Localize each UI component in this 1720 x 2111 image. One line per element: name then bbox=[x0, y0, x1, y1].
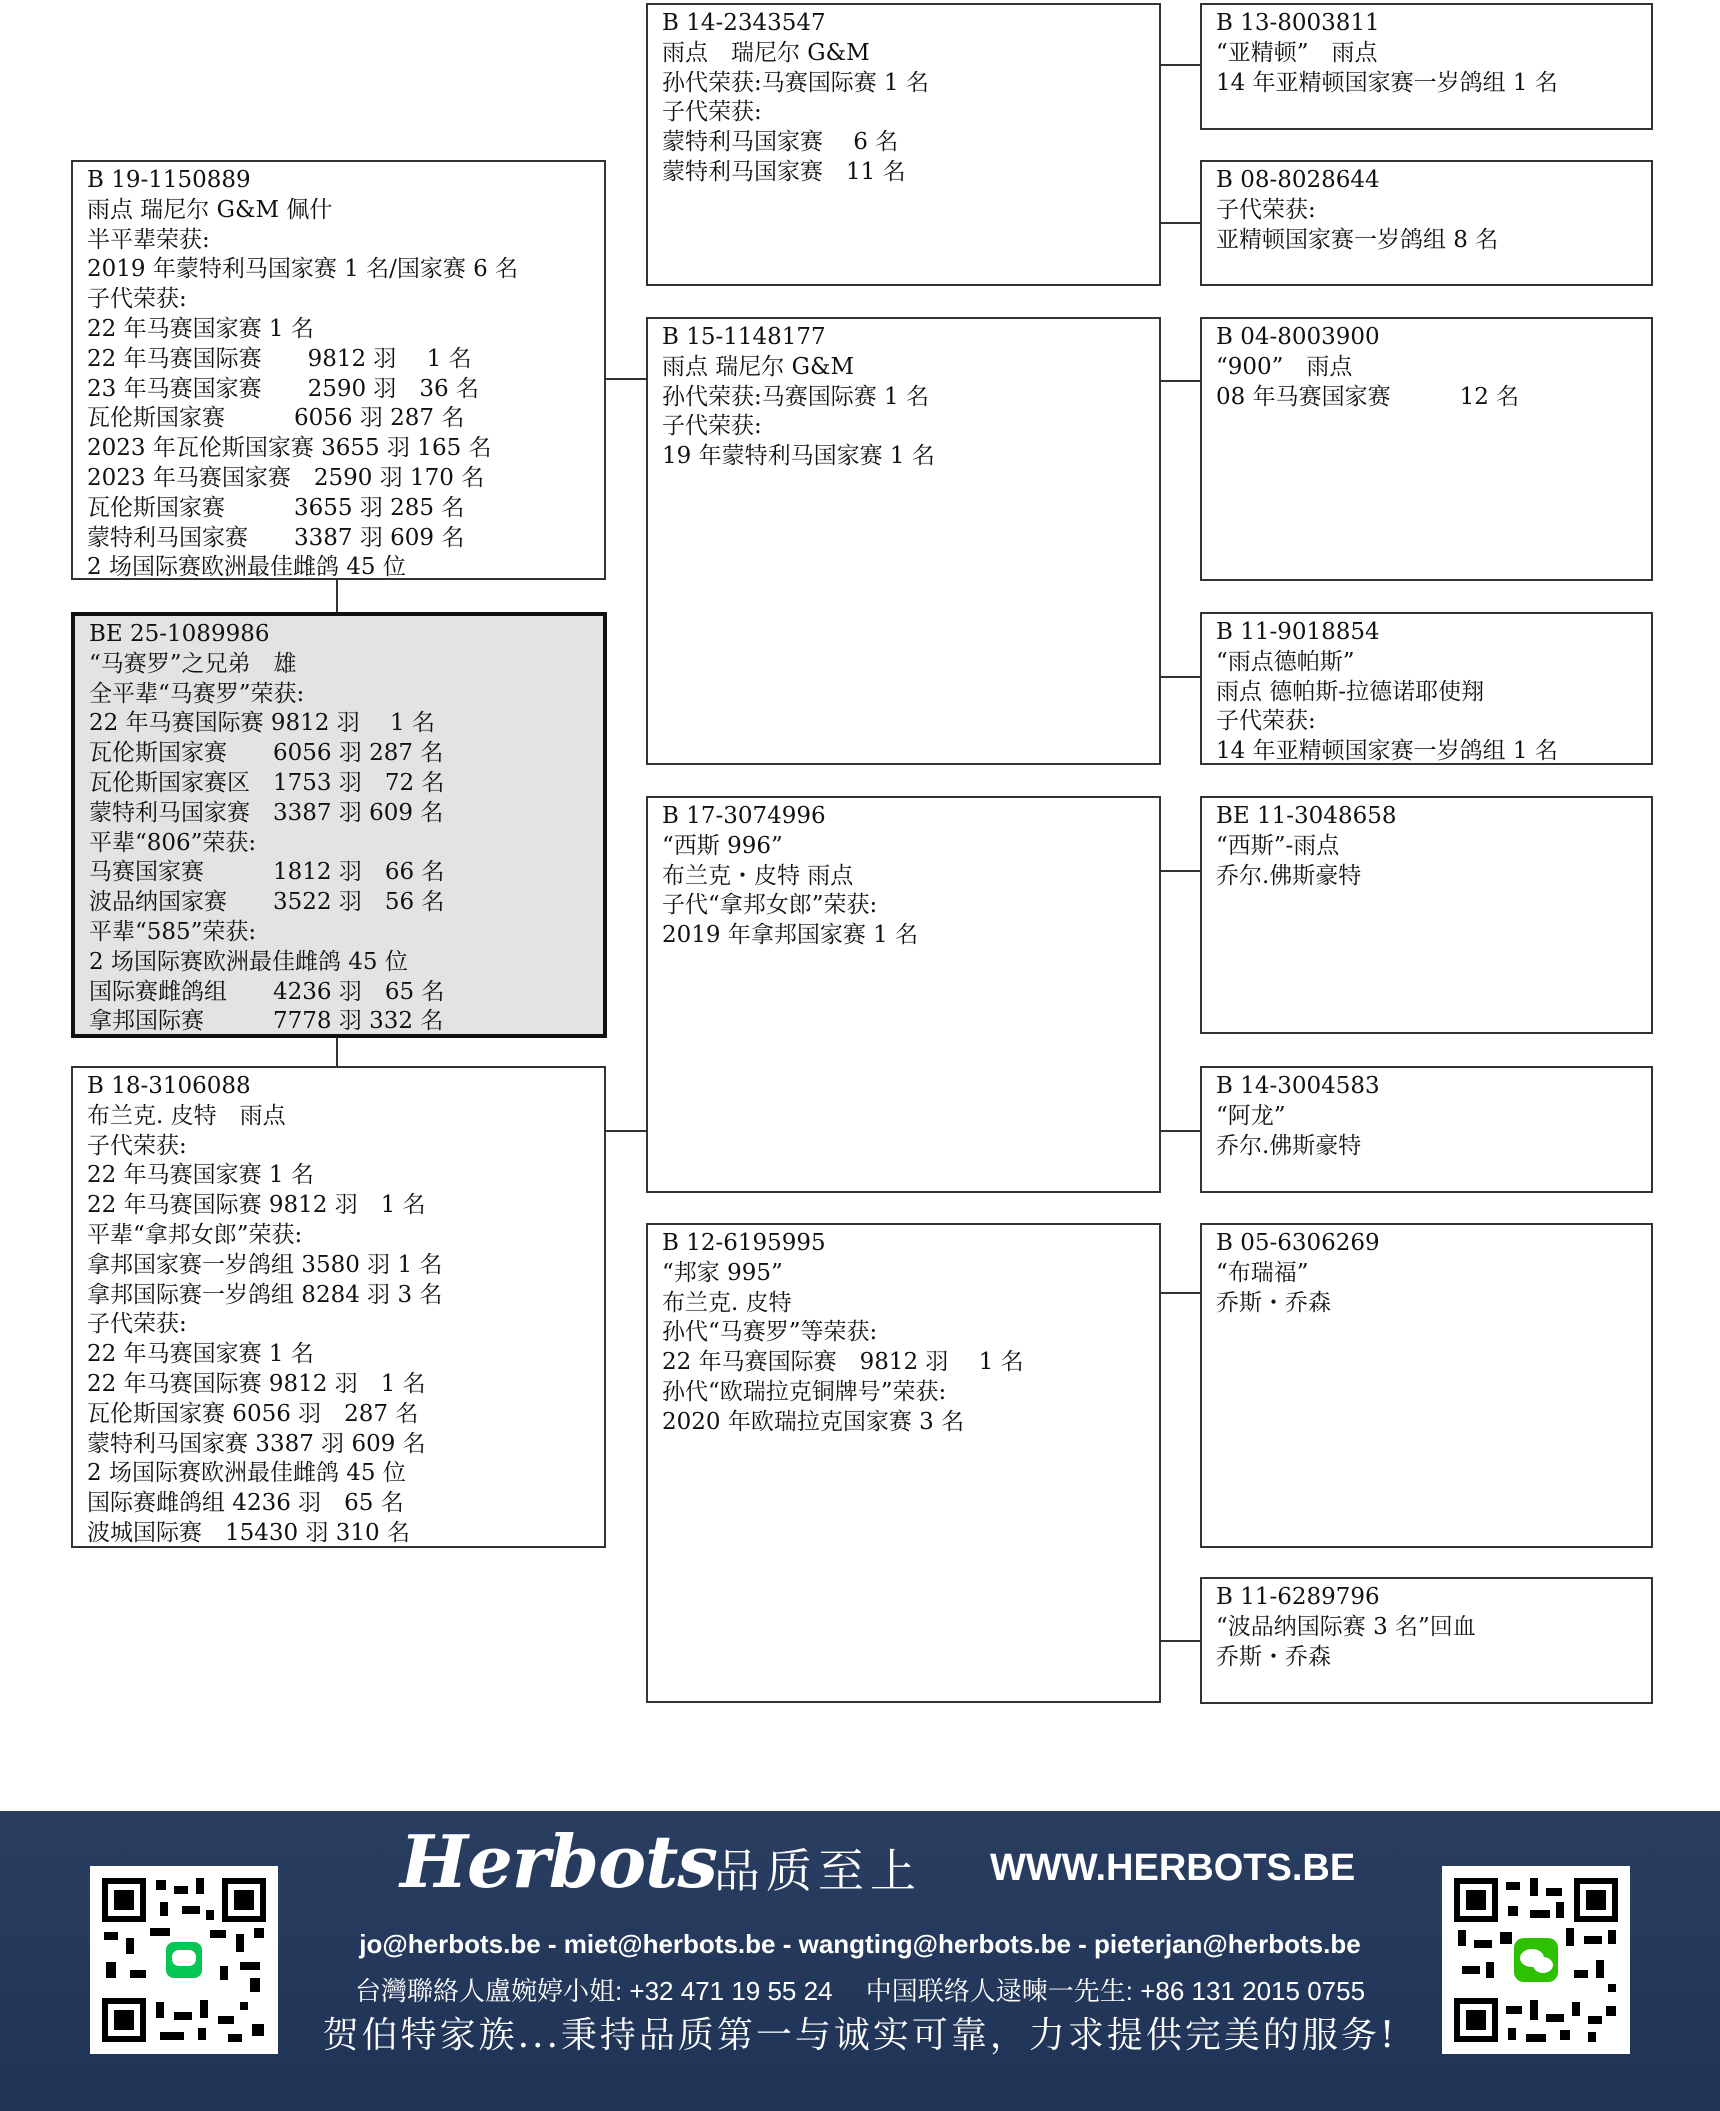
connector bbox=[1160, 676, 1202, 678]
sdd-line: B 11-9018854 bbox=[1216, 619, 1380, 645]
sire-line: 半平辈荣获: bbox=[87, 226, 210, 253]
sire-line: 2019 年蒙特利马国家赛 1 名/国家赛 6 名 bbox=[87, 256, 519, 283]
ddd-line: “波品纳国际赛 3 名”回血 bbox=[1216, 1613, 1476, 1640]
connector bbox=[1160, 222, 1202, 224]
website-link[interactable]: WWW.HERBOTS.BE bbox=[990, 1847, 1356, 1889]
sire-line: 子代荣获: bbox=[87, 286, 187, 313]
ssd-line: 子代荣获: bbox=[1216, 196, 1316, 223]
dam-sire-line: 2019 年拿邦国家赛 1 名 bbox=[662, 922, 919, 949]
sdd-line: 14 年亚精顿国家赛一岁鸽组 1 名 bbox=[1216, 738, 1558, 765]
sire-dam-line: 子代荣获: bbox=[662, 413, 762, 440]
qr-code-image bbox=[1442, 1866, 1630, 2054]
sire-dam-line: 孙代荣获:马赛国际赛 1 名 bbox=[662, 383, 930, 410]
sire-line: 22 年马赛国家赛 1 名 bbox=[87, 315, 314, 342]
sire-dam-line: 雨点 瑞尼尔 G&M bbox=[662, 353, 855, 380]
dam-dam-line: 22 年马赛国际赛 9812 羽 1 名 bbox=[662, 1349, 1024, 1376]
sire-sire-line: 蒙特利马国家赛 11 名 bbox=[662, 158, 906, 185]
connector bbox=[1160, 1292, 1202, 1294]
dam-sire-line: B 17-3074996 bbox=[662, 803, 826, 829]
dam-sire-line: 子代“拿邦女郎”荣获: bbox=[662, 892, 878, 919]
ddd-line: B 11-6289796 bbox=[1216, 1584, 1380, 1610]
sire-line: 瓦伦斯国家赛 3655 羽 285 名 bbox=[87, 494, 465, 521]
dam-line: 22 年马赛国家赛 1 名 bbox=[87, 1162, 314, 1189]
dam-line: B 18-3106088 bbox=[87, 1073, 251, 1099]
sire-line: 22 年马赛国际赛 9812 羽 1 名 bbox=[87, 345, 472, 372]
sire-line: 2 场国际赛欧洲最佳雌鸽 45 位 bbox=[87, 554, 406, 580]
footer-motto: 贺伯特家族...秉持品质第一与诚实可靠，力求提供完美的服务! bbox=[322, 2015, 1398, 2056]
connector bbox=[1160, 1640, 1202, 1642]
dam-line: 平辈“拿邦女郎”荣获: bbox=[87, 1221, 303, 1248]
ddd-line: 乔斯・乔森 bbox=[1216, 1643, 1331, 1670]
sire-sire-line: 孙代荣获:马赛国际赛 1 名 bbox=[662, 69, 930, 96]
dam-dam-box bbox=[646, 1223, 1161, 1703]
dam-line: 子代荣获: bbox=[87, 1311, 187, 1338]
sds-line: “900” 雨点 bbox=[1216, 353, 1353, 380]
connector bbox=[1160, 870, 1202, 872]
dam-line: 2 场国际赛欧洲最佳雌鸽 45 位 bbox=[87, 1460, 406, 1487]
brand-slogan: 品质至上 bbox=[714, 1844, 922, 1898]
dam-sire-line: 布兰克・皮特 雨点 bbox=[662, 862, 854, 889]
subject-line: 平辈“585”荣获: bbox=[89, 918, 257, 945]
dsd-box bbox=[1200, 1066, 1653, 1193]
subject-line: 2 场国际赛欧洲最佳雌鸽 45 位 bbox=[89, 948, 408, 975]
sds-line: 08 年马赛国家赛 12 名 bbox=[1216, 383, 1520, 410]
ddd-box bbox=[1200, 1577, 1653, 1704]
sdd-box bbox=[1200, 612, 1653, 765]
dds-line: B 05-6306269 bbox=[1216, 1230, 1380, 1256]
dam-dam-line: “邦家 995” bbox=[662, 1259, 783, 1286]
dam-line: 波城国际赛 15430 羽 310 名 bbox=[87, 1519, 410, 1546]
ssd-line: 亚精顿国家赛一岁鸽组 8 名 bbox=[1216, 226, 1499, 253]
dds-line: 乔斯・乔森 bbox=[1216, 1289, 1331, 1316]
dam-dam-line: 布兰克. 皮特 bbox=[662, 1289, 792, 1316]
sire-sire-line: 子代荣获: bbox=[662, 99, 762, 126]
footer-banner bbox=[0, 1811, 1720, 2111]
dam-line: 蒙特利马国家赛 3387 羽 609 名 bbox=[87, 1430, 426, 1457]
subject-line: 波品纳国家赛 3522 羽 56 名 bbox=[89, 889, 445, 916]
dsd-line: “阿龙” bbox=[1216, 1102, 1286, 1129]
dam-dam-line: 2020 年欧瑞拉克国家赛 3 名 bbox=[662, 1408, 965, 1435]
wechat-qr-code[interactable] bbox=[1442, 1866, 1630, 2054]
dam-dam-line: B 12-6195995 bbox=[662, 1230, 826, 1256]
dds-box bbox=[1200, 1223, 1653, 1548]
connector bbox=[1160, 1130, 1202, 1132]
sire-line: B 19-1150889 bbox=[87, 167, 251, 193]
subject-line: 蒙特利马国家赛 3387 羽 609 名 bbox=[89, 799, 444, 826]
dam-line: 布兰克. 皮特 雨点 bbox=[87, 1102, 286, 1129]
dam-dam-line: 孙代“欧瑞拉克铜牌号”荣获: bbox=[662, 1378, 947, 1405]
sire-dam-box bbox=[646, 317, 1161, 765]
subject-line: BE 25-1089986 bbox=[89, 621, 270, 647]
sds-box bbox=[1200, 317, 1653, 581]
connector bbox=[336, 1036, 338, 1068]
subject-line: 拿邦国际赛 7778 羽 332 名 bbox=[89, 1008, 444, 1035]
dam-dam-line: 孙代“马赛罗”等荣获: bbox=[662, 1319, 878, 1346]
sire-line: 蒙特利马国家赛 3387 羽 609 名 bbox=[87, 524, 465, 551]
subject-line: 国际赛雌鸽组 4236 羽 65 名 bbox=[89, 978, 445, 1005]
dds-line: “布瑞福” bbox=[1216, 1259, 1309, 1286]
dam-box bbox=[71, 1066, 606, 1548]
sdd-line: 雨点 德帕斯-拉德诺耶使翔 bbox=[1216, 678, 1485, 705]
sire-sire-line: B 14-2343547 bbox=[662, 10, 826, 36]
dam-line: 拿邦国家赛一岁鸽组 3580 羽 1 名 bbox=[87, 1251, 443, 1278]
dsd-line: B 14-3004583 bbox=[1216, 1073, 1380, 1099]
sss-box bbox=[1200, 3, 1653, 130]
connector bbox=[336, 580, 338, 614]
sdd-line: 子代荣获: bbox=[1216, 708, 1316, 735]
subject-line: 22 年马赛国际赛 9812 羽 1 名 bbox=[89, 710, 435, 737]
connector bbox=[1160, 64, 1202, 66]
sire-line: 2023 年瓦伦斯国家赛 3655 羽 165 名 bbox=[87, 435, 492, 462]
dsd-line: 乔尔.佛斯豪特 bbox=[1216, 1132, 1362, 1159]
connector bbox=[605, 378, 647, 380]
contact-numbers: 台灣聯絡人盧婉婷小姐: +32 471 19 55 24 中国联络人逯暕一先生: +86 131 2015 0755 bbox=[354, 1976, 1366, 2006]
sire-line: 2023 年马赛国家赛 2590 羽 170 名 bbox=[87, 464, 485, 491]
email-list[interactable]: jo@herbots.be - miet@herbots.be - wangting@herbots.be - pieterjan@herbots.be bbox=[359, 1929, 1361, 1959]
dam-line: 22 年马赛国际赛 9812 羽 1 名 bbox=[87, 1192, 426, 1219]
sire-line: 瓦伦斯国家赛 6056 羽 287 名 bbox=[87, 405, 465, 432]
dam-line: 瓦伦斯国家赛 6056 羽 287 名 bbox=[87, 1400, 419, 1427]
sire-dam-line: B 15-1148177 bbox=[662, 324, 826, 350]
ssd-line: B 08-8028644 bbox=[1216, 167, 1380, 193]
sds-line: B 04-8003900 bbox=[1216, 324, 1380, 350]
subject-line: 瓦伦斯国家赛 6056 羽 287 名 bbox=[89, 740, 444, 767]
ssd-box bbox=[1200, 160, 1653, 286]
sss-line: 14 年亚精顿国家赛一岁鸽组 1 名 bbox=[1216, 69, 1558, 96]
connector bbox=[1160, 380, 1202, 382]
sire-sire-box bbox=[646, 3, 1161, 286]
subject-line: 平辈“806”荣获: bbox=[89, 829, 257, 856]
dam-line: 子代荣获: bbox=[87, 1132, 187, 1159]
sire-box bbox=[71, 160, 606, 580]
subject-box bbox=[71, 612, 607, 1038]
dss-line: “西斯”-雨点 bbox=[1216, 832, 1340, 859]
subject-line: 瓦伦斯国家赛区 1753 羽 72 名 bbox=[89, 769, 445, 796]
sss-line: “亚精顿” 雨点 bbox=[1216, 39, 1378, 66]
dss-line: BE 11-3048658 bbox=[1216, 803, 1397, 829]
sire-dam-line: 19 年蒙特利马国家赛 1 名 bbox=[662, 443, 935, 470]
sss-line: B 13-8003811 bbox=[1216, 10, 1380, 36]
sire-line: 23 年马赛国家赛 2590 羽 36 名 bbox=[87, 375, 479, 402]
sire-sire-line: 雨点 瑞尼尔 G&M bbox=[662, 39, 870, 66]
dss-line: 乔尔.佛斯豪特 bbox=[1216, 862, 1362, 889]
dam-line: 22 年马赛国际赛 9812 羽 1 名 bbox=[87, 1370, 426, 1397]
sdd-line: “雨点德帕斯” bbox=[1216, 648, 1355, 675]
subject-line: “马赛罗”之兄弟 雄 bbox=[89, 650, 297, 677]
dam-sire-line: “西斯 996” bbox=[662, 832, 783, 859]
subject-line: 全平辈“马赛罗”荣获: bbox=[89, 680, 305, 707]
sire-line: 雨点 瑞尼尔 G&M 佩什 bbox=[87, 196, 333, 223]
dam-line: 拿邦国际赛一岁鸽组 8284 羽 3 名 bbox=[87, 1281, 443, 1308]
subject-line: 马赛国家赛 1812 羽 66 名 bbox=[89, 859, 445, 886]
connector bbox=[605, 1130, 647, 1132]
dss-box bbox=[1200, 796, 1653, 1034]
sire-sire-line: 蒙特利马国家赛 6 名 bbox=[662, 129, 899, 156]
brand-logo: Herbots bbox=[400, 1819, 717, 1904]
dam-sire-box bbox=[646, 796, 1161, 1193]
dam-line: 22 年马赛国家赛 1 名 bbox=[87, 1341, 314, 1368]
dam-line: 国际赛雌鸽组 4236 羽 65 名 bbox=[87, 1490, 404, 1517]
